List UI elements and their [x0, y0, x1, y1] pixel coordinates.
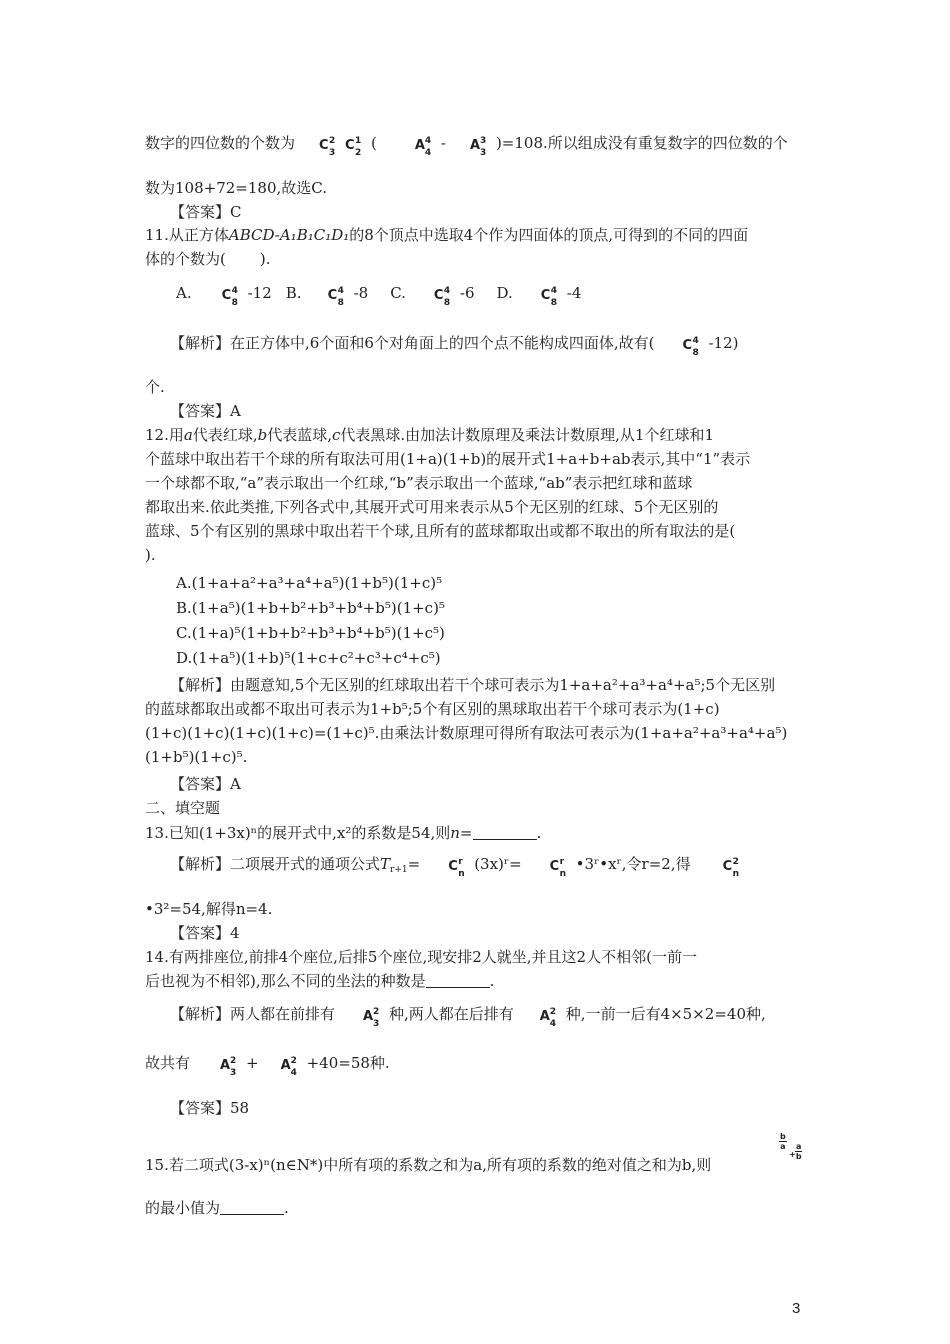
question-14-stem: 14.有两排座位,前排4个座位,后排5个座位,现安排2人就坐,并且这2人不相邻(一前一: [145, 948, 697, 966]
permutation-symbol: A 2 4: [280, 1056, 297, 1078]
option-a: A.(1+a+a²+a³+a⁴+a⁵)(1+b⁵)(1+c)⁵: [176, 574, 443, 592]
combination-symbol: C 4 8: [327, 286, 344, 308]
question-11-solution: 【解析】在正方体中,6个面和6个对角面上的四个点不能构成四面体,故有( C 4 8 -12): [170, 334, 739, 358]
answer-blank: [220, 1200, 284, 1215]
answer-label: 【答案】A: [170, 402, 241, 420]
text-line: 一个球都不取,“a”表示取出一个红球,“b”表示取出一个蓝球,“ab”表示把红球和蓝球: [145, 474, 693, 492]
combination-symbol: C 4 8: [540, 286, 558, 308]
answer-blank: [473, 825, 537, 840]
question-11-options: A. C 4 8 -12 B. C 4 8 -8 C. C 4 8 -6 D. C 4 8 -4: [176, 284, 582, 308]
text-line: (1+c)(1+c)(1+c)(1+c)=(1+c)⁵.由乘法计数原理可得所有取法可表示为(1+a+a²+a³+a⁴+a⁵): [145, 724, 788, 742]
permutation-symbol: A 2 4: [539, 1007, 557, 1029]
question-14-solution: 【解析】两人都在前排有 A 2 3 种,两人都在后排有 A 2 4 种,一前一后有4×5×2=40种,: [170, 1005, 766, 1029]
text-line: 的最小值为 .: [145, 1199, 289, 1217]
text-line: 数为108+72=180,故选C.: [145, 179, 327, 197]
text-line: •3²=54,解得n=4.: [145, 900, 273, 918]
text-line: 后也视为不相邻),那么不同的坐法的种数是 .: [145, 972, 495, 990]
answer-label: 【答案】C: [170, 203, 242, 221]
option-c: C.: [390, 284, 406, 302]
text-line: ).: [145, 546, 156, 564]
option-c: C.(1+a)⁵(1+b+b²+b³+b⁴+b⁵)(1+c⁵): [176, 624, 445, 642]
text-line: 蓝球、5个有区别的黑球中取出若干个球,且所有的蓝球都取出或都不取出的所有取法的是(: [145, 522, 736, 540]
text-line: 故共有 A 2 3 + A 2 4 +40=58种.: [145, 1054, 390, 1078]
answer-blank: [426, 973, 490, 988]
permutation-symbol: A 2 3: [363, 1007, 380, 1029]
question-13-solution: 【解析】二项展开式的通项公式$T_{r+1}=$ C r n (3x)ʳ= C r n •3ʳ•xʳ,令r=2,得 C 2 n: [170, 853, 749, 881]
question-13-stem: 13.已知(1+3x)ⁿ的展开式中,x²的系数是54,则n= .: [145, 824, 542, 842]
option-a: A.: [176, 284, 192, 302]
combination-symbol: C 2 n: [722, 857, 740, 879]
combination-symbol: C r n: [448, 857, 465, 879]
text-line: 个蓝球中取出若干个球的所有取法可用(1+a)(1+b)的展开式1+a+b+ab表示,其中“1”表示: [145, 450, 751, 468]
permutation-symbol: A 2 3: [220, 1056, 237, 1078]
fraction-plus: +: [789, 1150, 796, 1159]
question-12-stem: 12.用a代表红球,b代表蓝球,c代表黑球.由加法计数原理及乘法计数原理,从1个红球和1: [145, 426, 715, 444]
text-line: 数字的四位数的个数为 C 2 3 C 1 2 ( A 4 4 - A 3 3 )=108.所以组成没有重复数字的四位数的个: [145, 134, 788, 158]
question-12-solution: 【解析】由题意知,5个无区别的红球取出若干个球可表示为1+a+a²+a³+a⁴+a⁵;5个无区别: [170, 676, 776, 694]
option-b: B.(1+a⁵)(1+b+b²+b³+b⁴+b⁵)(1+c)⁵: [176, 599, 445, 617]
fraction-a-over-b: $\frac{a}{b}$: [795, 1142, 802, 1161]
answer-label: 【答案】4: [170, 924, 240, 942]
answer-label: 【答案】A: [170, 775, 241, 793]
answer-label: 【答案】58: [170, 1099, 250, 1117]
text-line: (1+b⁵)(1+c)⁵.: [145, 748, 248, 766]
fraction-b-over-a: $\frac{b}{a}$: [780, 1132, 786, 1151]
page-number: 3: [792, 1300, 801, 1317]
combination-symbol: C 1 2: [345, 136, 362, 158]
option-b: B.: [285, 284, 302, 302]
text-line: 都取出来.依此类推,下列各式中,其展开式可用来表示从5个无区别的红球、5个无区别的: [145, 498, 719, 516]
permutation-symbol: A 4 4: [414, 136, 432, 158]
option-d: D.(1+a⁵)(1+b)⁵(1+c+c²+c³+c⁴+c⁵): [176, 649, 441, 667]
text-line: 个.: [145, 378, 165, 396]
text-line: 的蓝球都取出或都不取出可表示为1+b⁵;5个有区别的黑球取出若干个球可表示为(1+c): [145, 700, 720, 718]
combination-symbol: C 4 8: [221, 286, 238, 308]
section-heading: 二、填空题: [145, 799, 221, 817]
question-11-stem: 11.从正方体ABCD-A₁B₁C₁D₁的8个顶点中选取4个作为四面体的顶点,可得到的不同的四面: [145, 226, 749, 244]
combination-symbol: C 2 3: [319, 136, 336, 158]
combination-symbol: C 4 8: [433, 286, 451, 308]
permutation-symbol: A 3 3: [469, 136, 487, 158]
option-d: D.: [496, 284, 513, 302]
combination-symbol: C 4 8: [682, 336, 699, 358]
question-15-stem: 15.若二项式(3-x)ⁿ(n∈N*)中所有项的系数之和为a,所有项的系数的绝对值之和为b,则: [145, 1156, 712, 1174]
question-11-stem-cont: 体的个数为( ).: [145, 250, 271, 268]
combination-symbol: C r n: [549, 857, 567, 879]
